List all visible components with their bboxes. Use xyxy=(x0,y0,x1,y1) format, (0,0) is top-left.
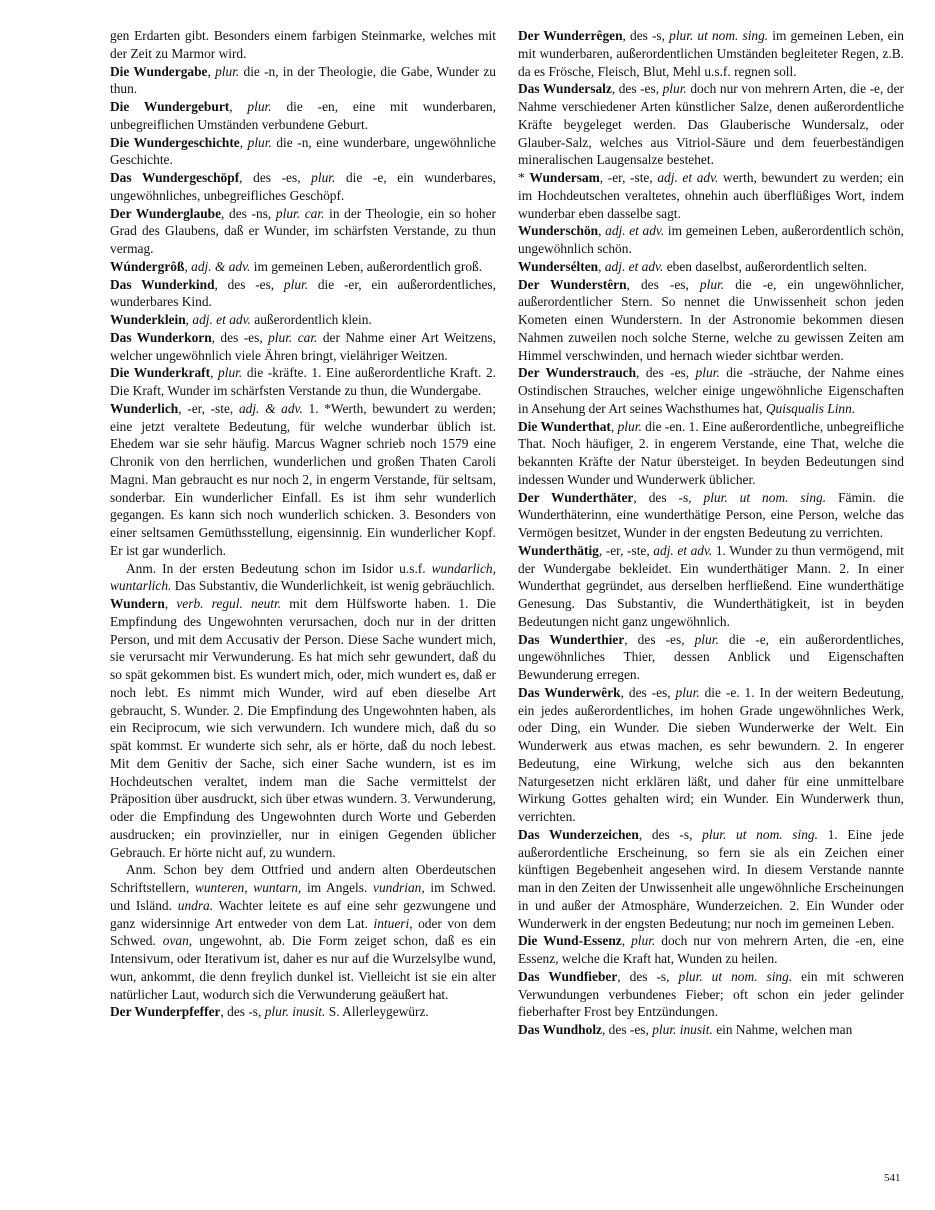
definition: die -en, eine mit wunderbaren, unbegreiflichen Umständen verbundene Geburt. xyxy=(110,99,496,132)
dictionary-entry: Wundern, verb. regul. neutr. mit dem Hülfsworte haben. 1. Die Empfindung des Ungewohnten verursachen, doch nur in der dritten Person, und mit dem Accusativ der Person. Diese Sache wundert mich, sie verursacht mir Verwunderung. Es hat mich sehr gewundert, daß du so spät gekommen bist. Es wundert mich, oder, mich wundert es, daß er noch lebt. Es nimmt mich Wunder, wird auf eben dieselbe Art gebraucht, S. Wunder. 2. Die Empfindung des Ungewohnten haben, als ein Reciprocum, wie sich verwundern. Ich wundere mich, daß du so spät kommst. Er wunderte sich sehr, als er hörte, daß du noch lebest. Mit dem Genitiv der Sache, sich einer Sache wundern, ist es im Hochdeutschen veraltet, indem man die Sache vermittelst der Präposition über ausdruckt, sich über etwas wundern. 3. Verwunderung, oder die Empfindung des Ungewohnten durch Worte und Geberden ausdrucken; ein provinzieller, nur in einigen Gegenden üblicher Gebrauch. Er hörte nicht auf, zu wundern. xyxy=(110,596,496,860)
dictionary-entry xyxy=(518,826,904,933)
cited-form: ovan, xyxy=(162,933,193,949)
scientific-name: Quisqualis Linn. xyxy=(765,400,856,416)
inflection: , des -s, xyxy=(633,489,692,505)
grammar-label: adj. et adv. xyxy=(605,223,665,239)
definition: im gemeinen Leben, außerordentlich groß. xyxy=(253,258,483,274)
grammar-label: plur. xyxy=(311,170,336,185)
headword: Wunderklein xyxy=(110,312,186,327)
headword: Das Wundholz xyxy=(518,1022,602,1037)
grammar-label: plur. xyxy=(694,631,719,647)
inflection: , -er, -ste, xyxy=(598,542,650,558)
definition: die -e, ein wunderbares, ungewöhnliches, unbegreifliches Geschöpf. xyxy=(110,170,496,203)
dictionary-entry: Wúndergrôß, adj. & adv. im gemeinen Leben, außerordentlich groß. xyxy=(110,258,483,274)
headword: Das Wunderkorn xyxy=(110,329,212,345)
inflection: , des -es, xyxy=(239,170,301,185)
headword: Der Wunderstêrn xyxy=(518,276,627,292)
cited-form: undra. xyxy=(177,897,214,913)
definition: eben daselbst, außerordentlich selten. xyxy=(666,258,868,274)
definition: die -e, ein ungewöhnlicher, außerordentlicher Stern. So nennet die Unwissenheit schon jeden Kometen einen Wunderstern. In der Astronomie bekommen diesen Nahmen zuweilen noch solche Sterne, welche zu gewissen Zeiten am Himmel verschwinden, und hernach wieder sichtbar werden. xyxy=(518,276,904,363)
note-text: Anm. Schon bey dem Ottfried und andern alten Oberdeutschen Schriftstellern, xyxy=(110,862,496,895)
dictionary-entry xyxy=(518,80,904,169)
note-text: Anm. In der ersten Bedeutung schon im Isidor u.s.f. xyxy=(126,560,426,576)
definition: doch nur von mehrern Arten, die -en, eine Essenz, welche die Kraft hat, Wunden zu heilen. xyxy=(518,933,905,966)
grammar-label: plur. car. xyxy=(268,329,318,345)
annotation-paragraph xyxy=(110,560,496,596)
headword: Wunderlich xyxy=(110,400,179,416)
definition: 1. Wunder zu thun vermögend, mit der Wundergabe bekleidet. Ein wunderthätiger Mann. 2. In einer Wunderthat gegründet, aus derselben herfließend. Eine wunderthätige Genesung. Das Substantiv, die Wunderthätigkeit, ist in beyden Bedeutungen nicht ganz ungewöhnlich. xyxy=(518,542,904,629)
headword: Die Wunderthat xyxy=(518,418,611,434)
annotation-paragraph xyxy=(110,861,496,1003)
headword: Der Wunderstrauch xyxy=(518,365,637,381)
grammar-label: plur. ut nom. sing. xyxy=(702,826,818,842)
headword: Wunderschön xyxy=(518,223,599,239)
note-text: oder von dem Schwed. xyxy=(110,915,496,949)
dictionary-entry xyxy=(110,276,496,312)
grammar-label: plur. xyxy=(662,81,687,97)
definition: ein Nahme, welchen man xyxy=(716,1022,853,1037)
headword: Wundersélten xyxy=(518,258,599,274)
dictionary-entry: Die Wund-Essenz, plur. doch nur von mehrern Arten, die -en, eine Essenz, welche die Kraft hat, Wunden zu heilen. xyxy=(518,933,905,966)
headword: Wundern xyxy=(110,596,165,611)
dictionary-entry xyxy=(110,400,496,560)
definition: Fämin. die Wunderthäterinn, eine wunderthätige Person, eine Person, welche das Vermögen besitzet, Wunder in der engsten Bedeutung zu verrichten. xyxy=(518,489,904,540)
inflection: , des -s, xyxy=(622,28,665,43)
definition: in der Theologie, ein so hoher Grad des Glaubens, daß er Wunder, im schärfsten Verstande, zu thun vermag. xyxy=(110,205,496,256)
dictionary-entry xyxy=(518,684,904,826)
grammar-label: plur. xyxy=(695,365,720,381)
inflection: , des -ns, xyxy=(221,205,272,221)
inflection: , des -s, xyxy=(617,968,670,984)
grammar-label: plur. xyxy=(283,276,309,292)
grammar-label: adj. & adv. xyxy=(238,400,303,416)
dictionary-entry xyxy=(518,169,904,222)
definition: die -en. 1. Eine außerordentliche, unbegreifliche That. Noch häufiger, 2. in engerem Verstande, eine That, welche die bekannten Kräfte der Natur übersteiget. In beyden Bedeutungen sind indessen Wunder und Wunderwerk üblicher. xyxy=(518,418,904,487)
grammar-label: plur. xyxy=(631,933,656,949)
definition: die -n, eine wunderbare, ungewöhnliche Geschichte. xyxy=(110,134,496,168)
note-text: ungewohnt, ab. Die Form zeiget schon, daß es ein Intensivum, oder Iterativum ist, daher es nur auf die Wurzelsylbe wund, wun, ankommt, die denn freylich dunkel ist. Vielleicht ist sie ein alter natürlicher Laut, wodurch sich die Verwunderung geäußert hat. xyxy=(110,933,496,1002)
dictionary-entry xyxy=(518,968,904,1021)
inflection: , des -es, xyxy=(211,329,263,345)
dictionary-entry xyxy=(518,631,904,684)
definition: der Nahme einer Art Weitzens, welcher ungewöhnlich viele Ähren bringt, vielähriger Weitzen. xyxy=(110,329,496,363)
headword: Die Wunderkraft xyxy=(110,365,211,381)
definition: die -sträuche, der Nahme eines Ostindischen Strauches, welcher einige ungewöhnliche Eigenschaften in Ansehung der Art seines Wachsthumes hat, xyxy=(518,365,905,416)
definition: 1. *Werth, bewundert zu werden; eine jetzt veraltete Bedeutung, für welche wunderbar üblich ist. Ehedem war sie sehr häufig. Marcus Wagner schrieb noch 1579 eine Chronik von den herrlichen, wunderlichen und großen Thaten Caroli Magni. Man gebraucht es nur noch 2, in engerm Verstande, für seltsam, sonderbar. Ein wunderlicher Einfall. Es ist ihm sehr wunderlich gegangen. Es kann sich noch wunderlich schicken. 3. Besonders von einer seltsamen Gemüthsstellung, eigensinnig. Ein wunderlicher Kopf. Er ist gar wunderlich. xyxy=(110,400,496,558)
grammar-label: plur. xyxy=(675,684,700,700)
definition: mit dem Hülfsworte haben. 1. Die Empfindung des Ungewohnten verursachen, doch nur in der dritten Person, und mit dem Accusativ der Person. Diese Sache wundert mich, sie verursacht mir Verwunderung. Es hat mich sehr gewundert, daß du so spät gekommen bist. Es wundert mich, oder, mich wundert es, daß er noch lebt. Es nimmt mich Wunder, wird auf eben dieselbe Art gebraucht, S. Wunder. 2. Die Empfindung des Ungewohnten haben, als ein Reciprocum, wie sich verwundern. Ich wundere mich, daß du so spät kommst. Er wunderte sich sehr, als er hörte, daß du noch lebest. Mit dem Genitiv der Sache, sich einer Sache wundern, ist es im Hochdeutschen veraltet, indem man die Sache vermittelst der Präposition über ausdruckt, sich über etwas wundern. 3. Verwunderung, oder die Empfindung des Ungewohnten durch Worte und Geberden ausdrucken; ein provinzieller, nur in einigen Gegenden üblicher Gebrauch. Er hörte nicht auf, zu wundern. xyxy=(110,596,496,860)
headword: Die Wundergabe xyxy=(110,63,208,79)
definition: die -e, ein außerordentliches, ungewöhnliches Thier, dessen Anblick und Eigenschaften Bewunderung erregen. xyxy=(518,631,905,682)
headword: Wundersam xyxy=(529,170,600,185)
headword: Der Wunderthäter xyxy=(518,489,634,505)
grammar-label: plur. ut nom. sing. xyxy=(703,489,827,505)
right-column xyxy=(518,27,904,1039)
dictionary-entry: Wunderschön, adj. et adv. im gemeinen Leben, außerordentlich schön, ungewöhnlich schön. xyxy=(518,223,904,256)
grammar-label: plur. inusit. xyxy=(652,1022,713,1037)
dictionary-entry xyxy=(518,364,904,417)
obsolete-marker: * xyxy=(518,170,530,185)
left-column xyxy=(110,27,496,1021)
note-text: im Schwed. und Isländ. xyxy=(110,880,496,913)
headword: Das Wunderkind xyxy=(110,276,215,292)
definition: S. Allerleygewürz. xyxy=(328,1004,429,1020)
headword: Die Wundergeschichte xyxy=(110,134,240,150)
definition: 1. Eine jede außerordentliche Erscheinung, so fern sie als ein Zeichen einer künftigen Begebenheit angesehen wird. In diesem Verstande nannte man in den Zeiten der Unwissenheit alle ungewöhnliche Erscheinungen in und außer der Atmosphäre, Wunderzeichen. 2. Ein Wunder oder Wunderwerk in der engsten Bedeutung; nur noch im gemeinen Leben. xyxy=(518,826,904,931)
headword: Der Wunderglaube xyxy=(110,205,222,221)
dictionary-entry xyxy=(110,1003,496,1021)
dictionary-entry: Die Wundergabe, plur. die -n, in der Theologie, die Gabe, Wunder zu thun. xyxy=(110,63,496,97)
headword: Das Wunderzeichen xyxy=(518,826,639,842)
definition: die -kräfte. 1. Eine außerordentliche Kraft. 2. Die Kraft, Wunder im schärfsten Verstande zu thun, die Wundergabe. xyxy=(110,365,496,398)
inflection: , des -es, xyxy=(624,631,685,647)
cited-form: intueri, xyxy=(373,915,413,931)
headword: Die Wundergeburt xyxy=(110,99,230,114)
definition: doch nur von mehrern Arten, die -e, der Nahme verschiedener Arten künstlicher Salze, denen außerordentliche Kräfte beygeleget werden. Das Glauberische Wundersalz, oder Glauber-Salz, welches aus Vitriol-Säure und dem feuerbeständigen mineralischen Laugensalze bestehet. xyxy=(518,81,904,168)
inflection: , des -es, xyxy=(636,365,690,381)
headword: Wunderthätig xyxy=(518,542,599,558)
headword: Das Wunderthier xyxy=(518,631,625,647)
dictionary-entry xyxy=(518,276,904,365)
definition: die -n, in der Theologie, die Gabe, Wunder zu thun. xyxy=(110,63,496,97)
dictionary-entry: Die Wunderthat, plur. die -en. 1. Eine außerordentliche, unbegreifliche That. Noch häufiger, 2. in engerem Verstande, eine That, welche die bekannten Kräfte der Natur übersteiget. In beyden Bedeutungen sind indessen Wunder und Wunderwerk üblicher. xyxy=(518,418,904,487)
page-number: 541 xyxy=(884,1172,901,1184)
headword: Wúndergrôß xyxy=(110,258,185,274)
grammar-label: plur. ut nom. sing. xyxy=(678,968,793,984)
dictionary-entry xyxy=(518,27,904,80)
headword: Der Wunderpfeffer xyxy=(110,1004,221,1020)
dictionary-entry xyxy=(110,329,496,365)
definition: die -e. 1. In der weitern Bedeutung, ein jedes außerordentliches, im hohen Grade ungewöhnliches Werk, oder Ding, ein Wunder. Die sieben Wunderwerke der Welt. Ein Wunderwerk aus etwas machen, es sehr bewundern. 2. In engerer Bedeutung, eine Wirkung, welche sich aus den bekannten Naturgesetzen nicht erklären läßt, und daher für eine unmittelbare Wirkung Gottes gehalten wird; ein Wunder. Ein Wunderwerk thun, verrichten. xyxy=(518,684,904,824)
dictionary-entry xyxy=(518,542,904,631)
grammar-label: plur. xyxy=(699,276,725,292)
inflection: , des -es, xyxy=(214,276,275,292)
inflection: , -er, -ste, xyxy=(599,170,653,185)
grammar-label: adj. et adv. xyxy=(657,170,719,185)
definition: außerordentlich klein. xyxy=(254,312,372,327)
dictionary-entry xyxy=(518,489,904,542)
grammar-label: plur. inusit. xyxy=(264,1004,326,1020)
headword: Die Wund-Essenz xyxy=(518,933,622,949)
inflection: , des -es, xyxy=(611,81,660,97)
dictionary-entry: Die Wundergeburt, plur. die -en, eine mit wunderbaren, unbegreiflichen Umständen verbundene Geburt. xyxy=(110,99,496,132)
inflection: , des -s, xyxy=(220,1004,262,1020)
definition: die -er, ein außerordentliches, wunderbares Kind. xyxy=(110,276,496,310)
grammar-label: plur. xyxy=(218,365,243,381)
headword: Das Wundersalz xyxy=(518,81,612,97)
inflection: , des -s, xyxy=(638,826,693,842)
dictionary-entry: Die Wundergeschichte, plur. die -n, eine wunderbare, ungewöhnliche Geschichte. xyxy=(110,134,496,168)
grammar-label: plur. xyxy=(617,418,642,434)
note-text: im Angels. xyxy=(306,880,368,895)
definition: ein mit schweren Verwundungen verbundenes Fieber; oft schon ein jeder gelinder fieberhafter Frost bey Entzündungen. xyxy=(518,968,904,1020)
cited-form: wundarlich, wuntarlich. xyxy=(110,560,496,594)
grammar-label: plur. ut nom. sing. xyxy=(669,28,769,43)
cited-form: wunteren, wuntarn, xyxy=(194,880,302,895)
dictionary-entry: Wundersélten, adj. et adv. eben daselbst, außerordentlich selten. xyxy=(518,258,868,274)
dictionary-entry xyxy=(110,169,496,205)
grammar-label: plur. xyxy=(247,99,272,114)
entry-text: gen Erdarten gibt. Besonders einem farbigen Steinmarke, welches mit der Zeit zu Marmor wird. xyxy=(110,28,496,61)
definition: werth, bewundert zu werden; ein im Hochdeutschen veraltetes, ohnehin auch überflüßiges Wort, indem wunderbar eben dasselbe sagt. xyxy=(518,170,905,221)
inflection: , des -es, xyxy=(626,276,689,292)
cited-form: vundrian, xyxy=(373,880,425,895)
inflection: , des -es, xyxy=(601,1022,649,1037)
grammar-label: adj. et adv. xyxy=(604,258,664,274)
headword: Das Wundfieber xyxy=(518,968,618,984)
grammar-label: plur. xyxy=(215,63,240,79)
grammar-label: verb. regul. neutr. xyxy=(176,596,282,611)
headword: Das Wundergeschöpf xyxy=(110,170,240,185)
grammar-label: adj. et adv. xyxy=(192,312,251,327)
dictionary-entry: Die Wunderkraft, plur. die -kräfte. 1. Eine außerordentliche Kraft. 2. Die Kraft, Wunder im schärfsten Verstande zu thun, die Wundergabe. xyxy=(110,365,496,398)
definition: im gemeinen Leben, ein mit wunderbaren, außerordentlichen Umständen begleiteter Regen, z.B. da es Frösche, Fleisch, Blut, Mehl u.s.f. regnen soll. xyxy=(518,28,904,79)
headword: Der Wunderrêgen xyxy=(518,28,623,43)
dictionary-entry: Wunderklein, adj. et adv. außerordentlich klein. xyxy=(110,312,372,327)
inflection: , des -es, xyxy=(620,684,671,700)
grammar-label: adj. & adv. xyxy=(191,258,251,274)
dictionary-entry xyxy=(110,205,496,258)
dictionary-entry xyxy=(518,1021,904,1039)
definition: im gemeinen Leben, außerordentlich schön, ungewöhnlich schön. xyxy=(518,223,904,256)
inflection: , -er, -ste, xyxy=(178,400,234,416)
note-text: Wachter leitete es auf eine sehr gezwungene und ganz widersinnige Art entweder von dem Lat. xyxy=(110,897,496,931)
grammar-label: plur. xyxy=(247,134,272,150)
dictionary-entry xyxy=(110,27,496,63)
grammar-label: adj. et adv. xyxy=(653,542,713,558)
note-text: Das Substantiv, die Wunderlichkeit, ist wenig gebräuchlich. xyxy=(174,578,495,594)
headword: Das Wunderwêrk xyxy=(518,684,621,700)
grammar-label: plur. car. xyxy=(275,205,325,221)
